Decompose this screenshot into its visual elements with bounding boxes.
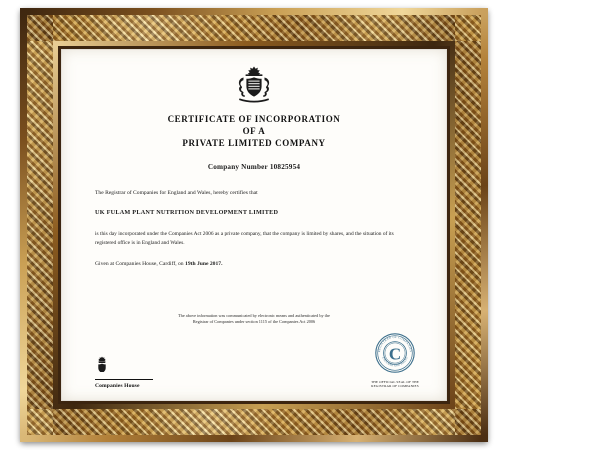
companies-house-name: Companies House	[95, 383, 140, 389]
incorporation-paragraph: is this day incorporated under the Companies Act 2006 as a private company, that the company is limited by shares, and the situation of its registered office is in England and Wales.	[95, 230, 394, 246]
electronic-authentication-footnote	[95, 313, 413, 326]
certificate-document	[61, 49, 447, 401]
company-number-row	[95, 163, 413, 171]
certificate-title-line-2: OF A	[242, 126, 266, 137]
given-at-date: 19th June 2017.	[185, 260, 223, 267]
footnote-line-2: Registrar of Companies under section 1115 of the Companies Act 2006	[192, 319, 316, 325]
svg-text:REGISTRAR OF COMPANIES: REGISTRAR OF COMPANIES	[377, 334, 414, 353]
footnote-line-1: The above information was communicated by electronic means and authenticated by the	[178, 312, 330, 318]
given-at-prefix: Given at Companies House, Cardiff, on	[95, 260, 186, 267]
seal-caption-line-1: THE OFFICIAL SEAL OF THE	[371, 379, 419, 384]
official-seal	[371, 332, 419, 389]
registrar-statement: The Registrar of Companies for England and Wales, hereby certifies that	[95, 190, 258, 197]
svg-text:ENGLAND AND WALES: ENGLAND AND WALES	[381, 356, 409, 368]
given-at-line	[95, 261, 413, 267]
company-number-value: 10825954	[269, 163, 301, 172]
companies-house-rule	[95, 379, 153, 380]
companies-house-crest-icon	[95, 356, 109, 377]
royal-coat-of-arms-icon	[95, 65, 413, 105]
seal-caption	[371, 380, 419, 389]
svg-text:C: C	[388, 344, 402, 364]
certificate-title	[95, 113, 413, 149]
company-name: UK FULAM PLANT NUTRITION DEVELOPMENT LIMITED	[95, 208, 279, 216]
companies-house-logo	[95, 356, 153, 389]
certificate-title-line-3: PRIVATE LIMITED COMPANY	[182, 138, 326, 149]
certificate-footer	[95, 332, 419, 389]
company-number-label: Company Number	[207, 163, 268, 172]
certificate-title-line-1: CERTIFICATE OF INCORPORATION	[167, 114, 341, 124]
official-seal-icon	[374, 332, 416, 379]
seal-caption-line-2: REGISTRAR OF COMPANIES	[371, 384, 419, 389]
